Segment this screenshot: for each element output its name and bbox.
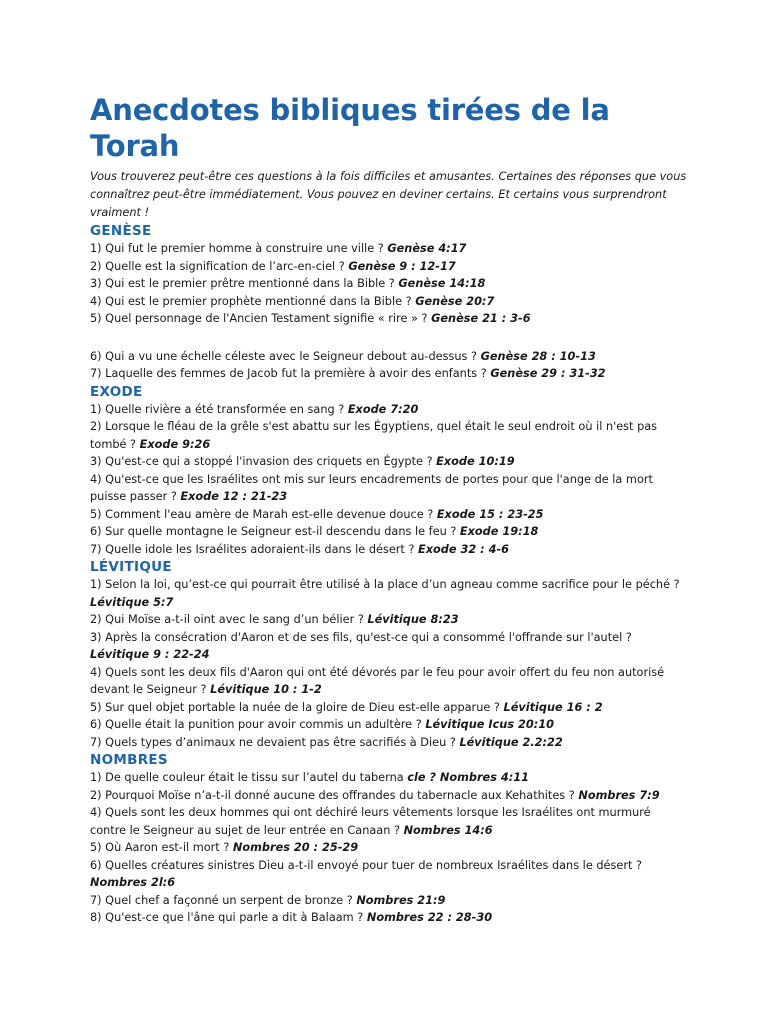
question-item xyxy=(90,541,680,559)
scripture-reference: Lévitique 5:7 xyxy=(90,595,174,609)
question-text: 7) Quelle idole les Israélites adoraient-ils dans le désert ? xyxy=(90,542,419,556)
section-heading: LÉVITIQUE xyxy=(90,559,172,575)
scripture-reference: Nombres 7:9 xyxy=(578,788,660,802)
question-text: 5) Où Aaron est-il mort ? xyxy=(90,841,233,854)
question-text: 4) Qui est le premier prophète mentionné dans la Bible ? xyxy=(90,294,416,308)
scripture-reference: Exode 10:19 xyxy=(436,455,515,468)
question-text: 4) Quels sont les deux fils d'Aaron qui ont été dévorés par le feu pour avoir offert du feu non autorisé devant le Seigneur ? xyxy=(90,665,665,696)
question-text: 1) De quelle couleur était le tissu sur l’autel du taberna xyxy=(90,771,408,784)
scripture-reference: Exode 7:20 xyxy=(347,402,419,416)
question-item xyxy=(90,258,680,276)
scripture-reference: Genèse 4:17 xyxy=(387,242,467,255)
scripture-reference: Lévitique 16 : 2 xyxy=(503,700,603,714)
question-text: 2) Quelle est la signification de l’arc-en-ciel ? xyxy=(90,259,349,273)
scripture-reference: Genèse 9 : 12-17 xyxy=(348,259,456,273)
question-text: 5) Comment l'eau amère de Marah est-elle devenue douce ? xyxy=(90,507,437,521)
scripture-reference: Exode 19:18 xyxy=(459,525,539,538)
section-heading: GENÈSE xyxy=(90,223,152,239)
scripture-reference: Genèse 21 : 3-6 xyxy=(431,312,531,325)
scripture-reference: Nombres 2l:6 xyxy=(90,876,176,889)
question-text: 6) Quelle était la punition pour avoir commis un adultère ? xyxy=(90,718,426,731)
scripture-reference: Nombres 14:6 xyxy=(403,823,493,837)
question-text: 1) Quelle rivière a été transformée en sang ? xyxy=(90,402,348,416)
section-heading: NOMBRES xyxy=(90,752,168,768)
question-text: 7) Laquelle des femmes de Jacob fut la première à avoir des enfants ? xyxy=(90,367,491,380)
question-item xyxy=(90,716,680,734)
question-text: 7) Quel chef a façonné un serpent de bronze ? xyxy=(90,893,357,907)
question-item xyxy=(90,699,680,717)
scripture-reference: Genèse 20:7 xyxy=(415,294,495,308)
question-text: 5) Sur quel objet portable la nuée de la gloire de Dieu est-elle apparue ? xyxy=(90,700,504,714)
question-item xyxy=(90,506,680,524)
question-item xyxy=(90,804,680,839)
question-item xyxy=(90,629,680,664)
question-item xyxy=(90,839,680,857)
question-text: 5) Quel personnage de l'Ancien Testament signifie « rire » ? xyxy=(90,312,432,325)
question-item xyxy=(90,418,680,453)
scripture-reference: cle ? Nombres 4:11 xyxy=(407,771,529,784)
question-item xyxy=(90,664,680,699)
section-2 xyxy=(90,558,708,751)
question-text: 8) Qu'est-ce que l'âne qui parle a dit à Balaam ? xyxy=(90,911,367,924)
question-text: 1) Qui fut le premier homme à construire une ville ? xyxy=(90,242,388,255)
question-item xyxy=(90,471,680,506)
scripture-reference: Nombres 21:9 xyxy=(356,893,446,907)
question-item xyxy=(90,734,680,752)
question-item xyxy=(90,401,680,419)
scripture-reference: Exode 15 : 23-25 xyxy=(436,507,544,521)
question-item xyxy=(90,576,680,611)
question-item xyxy=(90,523,680,541)
question-item xyxy=(90,293,680,311)
section-1 xyxy=(90,383,708,559)
question-item xyxy=(90,787,680,805)
section-0 xyxy=(90,222,708,383)
question-item xyxy=(90,348,680,366)
question-item xyxy=(90,453,680,471)
scripture-reference: Genèse 29 : 31-32 xyxy=(490,367,606,380)
scripture-reference: Lévitique 2.2:22 xyxy=(459,735,563,749)
question-item xyxy=(90,365,680,383)
question-text: 4) Quels sont les deux hommes qui ont déchiré leurs vêtements lorsque les Israélites ont murmuré contre le Seigneur au sujet de leur entrée en Canaan ? xyxy=(90,806,651,837)
question-item xyxy=(90,892,680,910)
section-heading: EXODE xyxy=(90,383,143,400)
scripture-reference: Exode 12 : 21-23 xyxy=(180,490,288,503)
question-item xyxy=(90,769,680,787)
sections-container xyxy=(90,222,708,927)
spacer xyxy=(90,328,708,348)
scripture-reference: Exode 32 : 4-6 xyxy=(418,542,510,556)
scripture-reference: Lévitique 8:23 xyxy=(367,613,459,626)
question-text: 6) Quelles créatures sinistres Dieu a-t-il envoyé pour tuer de nombreux Israélites dans le désert ? xyxy=(90,858,642,872)
question-text: 4) Qu'est-ce que les Israélites ont mis sur leurs encadrements de portes pour que l'ange de la mort puisse passer ? xyxy=(90,472,653,503)
scripture-reference: Genèse 14:18 xyxy=(398,277,486,290)
question-text: 3) Qu'est-ce qui a stoppé l'invasion des criquets en Égypte ? xyxy=(90,455,437,468)
section-3 xyxy=(90,751,708,927)
question-text: 2) Qui Moïse a-t-il oint avec le sang d’un bélier ? xyxy=(90,613,368,626)
question-text: 3) Après la consécration d'Aaron et de ses fils, qu'est-ce qui a consommé l'offrande sur l'autel ? xyxy=(90,630,632,644)
scripture-reference: Exode 9:26 xyxy=(139,437,211,451)
question-text: 3) Qui est le premier prêtre mentionné dans la Bible ? xyxy=(90,277,399,290)
scripture-reference: Lévitique 10 : 1-2 xyxy=(210,683,322,696)
question-item xyxy=(90,909,680,927)
question-text: 6) Sur quelle montagne le Seigneur est-il descendu dans le feu ? xyxy=(90,525,460,538)
question-item xyxy=(90,310,680,328)
question-item xyxy=(90,611,680,629)
question-item xyxy=(90,275,680,293)
intro-paragraph: Vous trouverez peut-être ces questions à la fois difficiles et amusantes. Certaines des réponses que vous connaîtrez peut-être immédiatement. Vous pouvez en deviner certains. Et certains vous surprendront vraiment ! xyxy=(90,170,687,219)
scripture-reference: Genèse 28 : 10-13 xyxy=(480,349,596,363)
page-title: Anecdotes bibliques tirées de la Torah xyxy=(90,93,610,163)
question-text: 7) Quels types d’animaux ne devaient pas être sacrifiés à Dieu ? xyxy=(90,735,460,749)
question-text: 2) Lorsque le fléau de la grêle s'est abattu sur les Égyptiens, quel était le seul endroit où il n'est pas tombé ? xyxy=(90,420,658,451)
scripture-reference: Lévitique Icus 20:10 xyxy=(425,718,554,731)
question-text: 2) Pourquoi Moïse n’a-t-il donné aucune des offrandes du tabernacle aux Kehathites ? xyxy=(90,788,579,802)
scripture-reference: Nombres 20 : 25-29 xyxy=(232,841,359,854)
question-item xyxy=(90,857,680,892)
question-text: 6) Qui a vu une échelle céleste avec le Seigneur debout au-dessus ? xyxy=(90,349,481,363)
question-text: 1) Selon la loi, qu’est-ce qui pourrait être utilisé à la place d’un agneau comme sacrifice pour le péché ? xyxy=(90,578,680,591)
scripture-reference: Nombres 22 : 28-30 xyxy=(366,911,493,924)
scripture-reference: Lévitique 9 : 22-24 xyxy=(90,648,210,661)
question-item xyxy=(90,240,680,258)
